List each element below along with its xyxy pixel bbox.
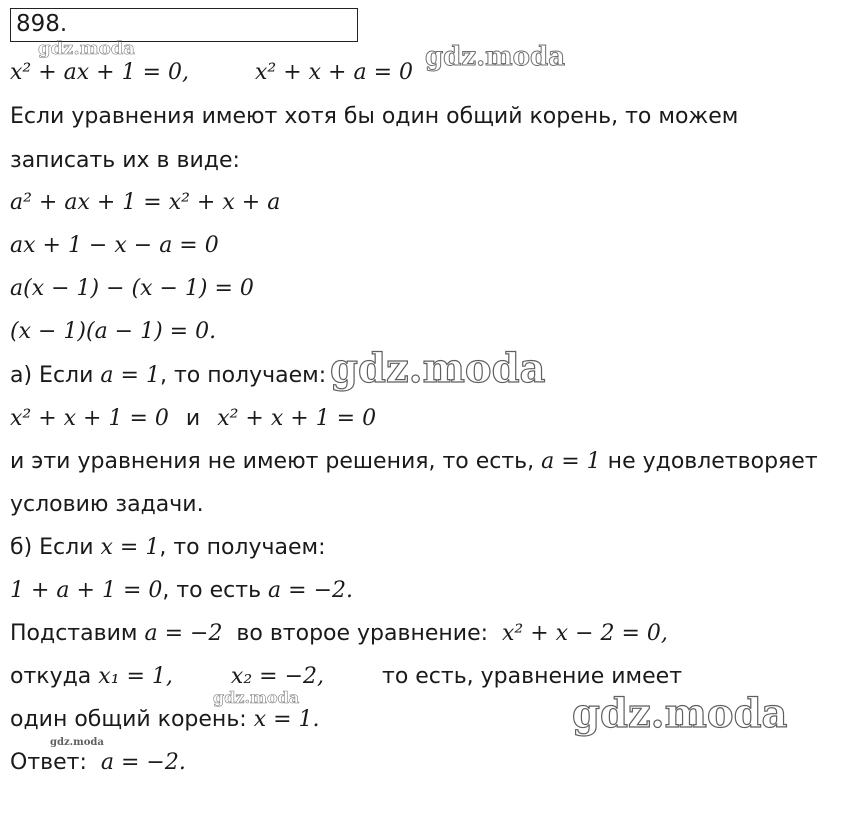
case-b-line (10, 537, 326, 559)
case-a-eq-2: x² + x + 1 = 0 (217, 406, 377, 431)
case-b-text-2: , то получаем: (159, 535, 326, 560)
problem-number-box (10, 8, 358, 42)
text-line-write: записать их в виде: (10, 148, 240, 173)
case-a-text-1: а) Если (10, 363, 101, 388)
case-a-equations (10, 408, 376, 430)
common-root-text: один общий корень: (10, 707, 254, 732)
watermark-logo: gdz.moda (572, 690, 788, 737)
case-a-conclusion-text-1: и эти уравнения не имеют решения, то есть, (10, 449, 542, 474)
watermark-logo: gdz.moda (213, 688, 300, 707)
common-root-math: x = 1. (253, 707, 320, 732)
equation-2: x² + x + a = 0 (255, 60, 414, 85)
case-a-conclusion (10, 451, 818, 473)
case-a-text-2: , то получаем: (159, 363, 327, 388)
root-1: x₁ = 1, (98, 664, 173, 689)
text-line-intro: Если уравнения имеют хотя бы один общий корень, то можем (10, 104, 739, 129)
answer-label: Ответ: (10, 750, 101, 775)
substitute-math-1: a = −2 (144, 621, 223, 646)
math-line-4: a² + ax + 1 = x² + x + a (10, 190, 281, 215)
case-b-result-text: , то есть (162, 578, 269, 603)
and-word: и (185, 406, 201, 431)
equations-line (10, 62, 413, 84)
math-line-6: a(x − 1) − (x − 1) = 0 (10, 276, 254, 301)
roots-text-2: то есть, уравнение имеет (382, 664, 683, 689)
watermark-logo: gdz.moda (50, 737, 104, 748)
case-b-math: x = 1 (100, 535, 160, 560)
substitute-text-2: во второе уравнение: (222, 621, 503, 646)
case-b-result-math-2: a = −2. (268, 578, 354, 603)
case-a-conclusion-text-2: не удовлетворяет (600, 449, 818, 474)
case-a-conclusion-math: a = 1 (541, 449, 601, 474)
math-line-7: (x − 1)(a − 1) = 0. (10, 319, 217, 344)
answer-value: a = −2. (100, 750, 186, 775)
case-a-eq-1: x² + x + 1 = 0 (10, 406, 169, 431)
case-b-result (10, 580, 353, 602)
answer-line (10, 752, 186, 774)
substitute-line (10, 623, 668, 645)
case-b-result-math-1: 1 + a + 1 = 0 (10, 578, 163, 603)
substitute-math-2: x² + x − 2 = 0, (502, 621, 668, 646)
watermark-logo: gdz.moda (425, 42, 566, 72)
case-a-math: a = 1 (100, 363, 160, 388)
watermark-logo: gdz.moda (38, 38, 135, 59)
problem-number: 898. (16, 11, 68, 37)
case-a-conclusion-end: условию задачи. (10, 492, 204, 517)
roots-text-1: откуда (10, 664, 99, 689)
case-a-line (10, 365, 326, 387)
root-2: x₂ = −2, (230, 664, 324, 689)
roots-line (10, 666, 682, 688)
substitute-text-1: Подставим (10, 621, 145, 646)
case-b-text-1: б) Если (10, 535, 101, 560)
common-root-line (10, 709, 320, 731)
watermark-logo: gdz.moda (330, 345, 546, 392)
math-line-5: ax + 1 − x − a = 0 (10, 233, 219, 258)
equation-1: x² + ax + 1 = 0, (10, 60, 189, 85)
